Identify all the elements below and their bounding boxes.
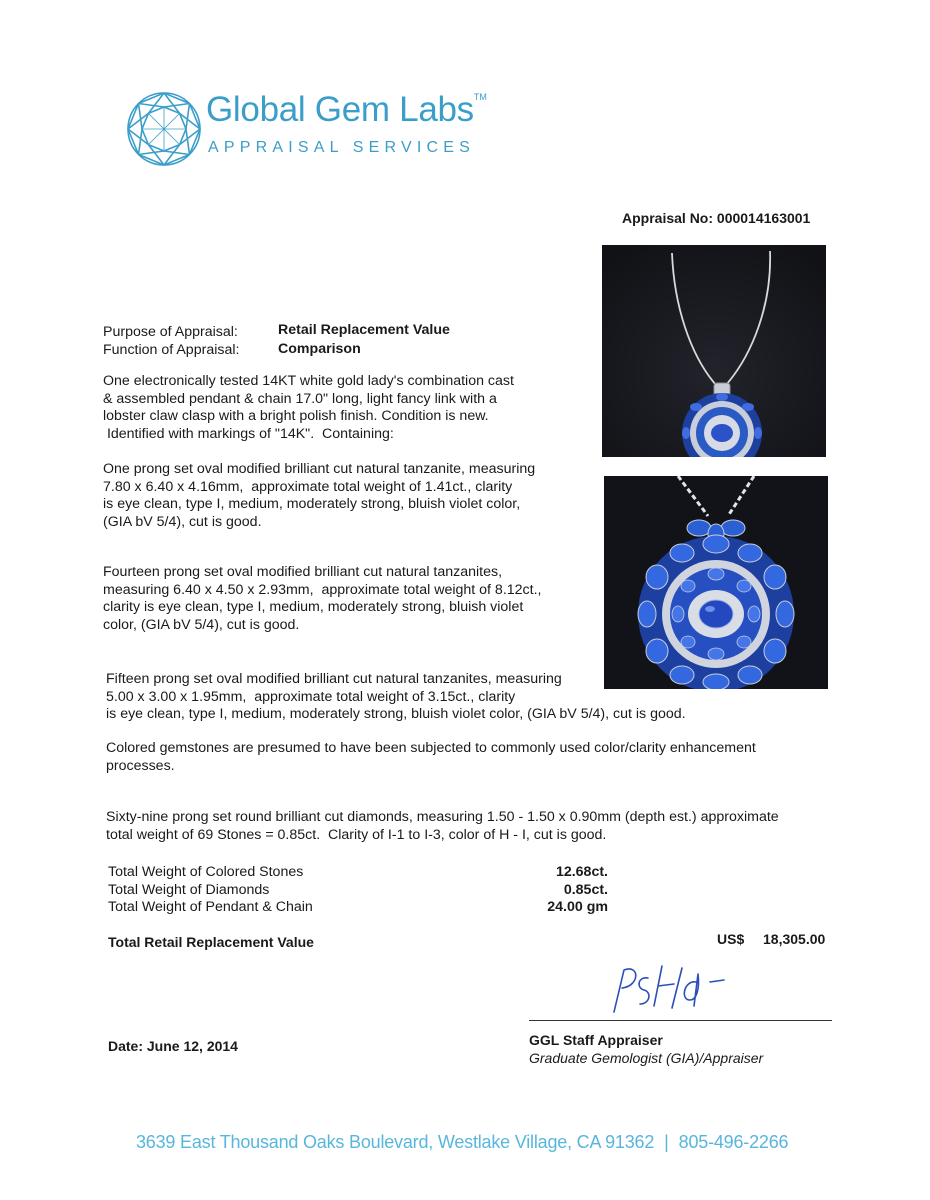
purpose-value: Retail Replacement Value xyxy=(278,322,450,338)
text-line: processes. xyxy=(106,757,175,774)
item-description xyxy=(103,373,514,443)
total-value: 12.68ct. xyxy=(555,864,608,880)
total-label: Total Weight of Diamonds xyxy=(108,881,270,898)
text-line: 5.00 x 3.00 x 1.95mm, approximate total weight of 3.15ct., clarity xyxy=(106,688,516,705)
retail-value-currency: US$ xyxy=(717,931,745,947)
brand-tagline: APPRAISAL SERVICES xyxy=(208,139,476,156)
text-line: Sixty-nine prong set round brilliant cut diamonds, measuring 1.50 - 1.50 x 0.90mm (depth est.) approximate xyxy=(106,809,779,825)
text-line: measuring 6.40 x 4.50 x 2.93mm, approximate total weight of 8.12ct., xyxy=(103,581,542,598)
retail-value-label: Total Retail Replacement Value xyxy=(108,934,314,950)
text-line: is eye clean, type I, medium, moderately strong, bluish violet color, xyxy=(103,496,521,512)
retail-value-amount: 18,305.00 xyxy=(763,931,826,947)
footer-phone: 805-496-2266 xyxy=(678,1132,789,1152)
text-line: & assembled pendant & chain 17.0" long, light fancy link with a xyxy=(103,390,497,407)
text-line: total weight of 69 Stones = 0.85ct. Clarity of I-1 to I-3, color of H - I, cut is good. xyxy=(106,826,607,843)
footer-contact xyxy=(136,1132,788,1153)
total-row xyxy=(108,899,608,917)
total-label: Total Weight of Colored Stones xyxy=(108,864,304,880)
text-line: lobster claw clasp with a bright polish finish. Condition is new. xyxy=(103,408,489,424)
total-row xyxy=(108,864,608,882)
weight-totals xyxy=(108,864,608,917)
total-label: Total Weight of Pendant & Chain xyxy=(108,899,313,915)
text-line: color, (GIA bV 5/4), cut is good. xyxy=(103,616,300,633)
total-value: 0.85ct. xyxy=(563,881,608,898)
stone-3-description xyxy=(106,671,686,724)
text-line: is eye clean, type I, medium, moderately strong, bluish violet color, (GIA bV 5/4), cut is good. xyxy=(106,706,686,722)
pendant-photo-full xyxy=(602,245,826,457)
signature-line xyxy=(529,1020,832,1021)
pendant-photo-closeup xyxy=(604,476,828,689)
stone-2-description xyxy=(103,564,541,634)
text-line: 7.80 x 6.40 x 4.16mm, approximate total weight of 1.41ct., clarity xyxy=(103,478,513,495)
total-value: 24.00 gm xyxy=(547,899,608,915)
footer-separator: | xyxy=(664,1132,669,1152)
total-row xyxy=(108,882,608,900)
appraiser-name: GGL Staff Appraiser xyxy=(529,1032,663,1048)
text-line: Colored gemstones are presumed to have been subjected to commonly used color/clarity enhancement xyxy=(106,740,756,756)
trademark-mark: TM xyxy=(473,92,487,102)
diamonds-description xyxy=(106,809,779,844)
brilliant-diamond-logo-icon xyxy=(126,91,202,167)
appraisal-date: Date: June 12, 2014 xyxy=(108,1038,238,1054)
text-line: clarity is eye clean, type I, medium, moderately strong, bluish violet xyxy=(103,599,524,615)
appraiser-title: Graduate Gemologist (GIA)/Appraiser xyxy=(529,1050,764,1066)
appraiser-signature-icon xyxy=(600,960,730,1018)
text-line: One prong set oval modified brilliant cut natural tanzanite, measuring xyxy=(103,461,536,477)
text-line: Fourteen prong set oval modified brilliant cut natural tanzanites, xyxy=(103,564,503,580)
function-label: Function of Appraisal: xyxy=(103,342,240,358)
stone-1-description xyxy=(103,461,535,531)
enhancement-note xyxy=(106,740,756,775)
text-line: Fifteen prong set oval modified brilliant cut natural tanzanites, measuring xyxy=(106,671,562,687)
text-line: (GIA bV 5/4), cut is good. xyxy=(103,513,262,530)
purpose-label: Purpose of Appraisal: xyxy=(103,324,238,340)
brand-name: Global Gem Labs™ xyxy=(206,90,487,129)
text-line: One electronically tested 14KT white gold lady's combination cast xyxy=(103,373,514,389)
function-value: Comparison xyxy=(278,341,361,357)
appraisal-number: Appraisal No: 000014163001 xyxy=(622,210,811,226)
footer-address: 3639 East Thousand Oaks Boulevard, Westlake Village, CA 91362 xyxy=(136,1132,655,1152)
text-line: Identified with markings of "14K". Containing: xyxy=(103,425,394,442)
